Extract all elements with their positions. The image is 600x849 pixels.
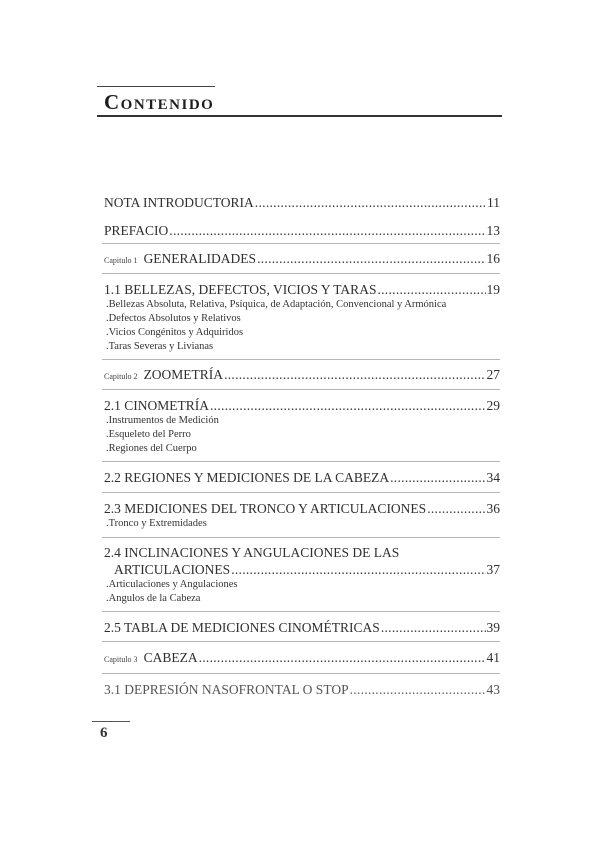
toc-entry-prefacio[interactable] xyxy=(104,222,500,239)
page-number: 6 xyxy=(100,725,108,741)
toc-entry-1-1[interactable] xyxy=(104,281,500,354)
section-divider xyxy=(102,492,500,493)
toc-entry-2-1[interactable] xyxy=(104,397,500,456)
toc-entry-page: 13 xyxy=(486,223,500,238)
section-divider xyxy=(102,389,500,390)
dot-leader xyxy=(257,250,485,267)
toc-entry-capitulo-3[interactable] xyxy=(104,649,500,668)
toc-entry-page: 19 xyxy=(486,282,500,297)
toc-subitem: .Bellezas Absoluta, Relativa, Psíquica, de Adaptación, Convencional y Armónica xyxy=(106,299,447,310)
toc-entry-page: 37 xyxy=(486,562,500,577)
dot-leader xyxy=(350,681,486,698)
toc-entry-3-1[interactable] xyxy=(104,681,500,698)
section-divider xyxy=(102,359,500,360)
toc-entry-page: 27 xyxy=(486,367,500,382)
toc-entry-text: ZOOMETRÍA xyxy=(143,367,224,382)
section-divider xyxy=(102,673,500,674)
section-divider xyxy=(102,273,500,274)
footer-rule xyxy=(92,721,130,722)
toc-entry-text: CABEZA xyxy=(143,650,198,665)
page-title: Contenido xyxy=(104,90,215,114)
dot-leader xyxy=(199,649,486,666)
toc-entry-text: 1.1 BELLEZAS, DEFECTOS, VICIOS Y TARAS xyxy=(104,282,377,297)
title-underline xyxy=(97,115,502,117)
toc-entry-text: 3.1 DEPRESIÓN NASOFRONTAL O STOP xyxy=(104,682,349,697)
dot-leader xyxy=(210,397,486,414)
toc-entry-text: 2.5 TABLA DE MEDICIONES CINOMÉTRICAS xyxy=(104,620,380,635)
toc-entry-page: 43 xyxy=(486,682,500,697)
toc-entry-capitulo-1[interactable] xyxy=(104,250,500,269)
toc-entry-capitulo-2[interactable] xyxy=(104,366,500,385)
toc-entry-2-5[interactable] xyxy=(104,619,500,636)
toc-entry-text: GENERALIDADES xyxy=(143,251,257,266)
toc-subitem: .Regiones del Cuerpo xyxy=(106,443,197,454)
title-top-rule xyxy=(97,86,215,87)
toc-entry-2-3[interactable] xyxy=(104,500,500,531)
toc-entry-page: 11 xyxy=(487,195,500,210)
toc-entry-2-2[interactable] xyxy=(104,469,500,486)
toc-subitem: .Taras Severas y Livianas xyxy=(106,341,214,352)
toc-entry-page: 36 xyxy=(486,501,500,516)
section-divider xyxy=(102,461,500,462)
toc-subitem: .Angulos de la Cabeza xyxy=(106,593,201,604)
toc-entry-page: 34 xyxy=(486,470,500,485)
chapter-prefix: Capitulo 2 xyxy=(104,372,138,381)
section-divider xyxy=(102,537,500,538)
toc-entry-text: 2.4 INCLINACIONES Y ANGULACIONES DE LAS xyxy=(104,545,400,560)
chapter-prefix: Capitulo 1 xyxy=(104,256,138,265)
dot-leader xyxy=(224,366,485,383)
section-divider xyxy=(102,243,500,244)
toc-entry-page: 16 xyxy=(486,251,500,266)
toc-entry-2-4[interactable] xyxy=(104,545,500,606)
toc-entry-text: PREFACIO xyxy=(104,223,169,238)
dot-leader xyxy=(427,500,485,517)
toc-entry-page: 39 xyxy=(486,620,500,635)
toc-subitem: .Tronco y Extremidades xyxy=(106,518,207,529)
toc-entry-page: 29 xyxy=(486,398,500,413)
dot-leader xyxy=(390,469,485,486)
toc-subitem: .Vicios Congénitos y Adquiridos xyxy=(106,327,244,338)
toc-entry-text: 2.3 MEDICIONES DEL TRONCO Y ARTICULACIONES xyxy=(104,501,427,516)
section-divider xyxy=(102,611,500,612)
toc-entry-page: 41 xyxy=(486,650,500,665)
toc-entry-text: 2.2 REGIONES Y MEDICIONES DE LA CABEZA xyxy=(104,470,390,485)
table-of-contents xyxy=(104,194,500,698)
dot-leader xyxy=(169,222,485,239)
dot-leader xyxy=(381,619,486,636)
toc-subitem: .Articulaciones y Angulaciones xyxy=(106,579,238,590)
toc-subitem: .Defectos Absolutos y Relativos xyxy=(106,313,241,324)
chapter-prefix: Capitulo 3 xyxy=(104,655,138,664)
toc-subitem: .Esqueleto del Perro xyxy=(106,429,191,440)
toc-entry-text: 2.1 CINOMETRÍA xyxy=(104,398,209,413)
toc-entry-text-continued: ARTICULACIONES xyxy=(114,562,231,577)
toc-subitem: .Instrumentos de Medición xyxy=(106,415,219,426)
dot-leader xyxy=(231,561,485,578)
dot-leader xyxy=(377,281,485,298)
toc-entry-text: NOTA INTRODUCTORIA xyxy=(104,195,254,210)
dot-leader xyxy=(255,194,486,211)
section-divider xyxy=(102,641,500,642)
toc-entry-nota[interactable] xyxy=(104,194,500,211)
